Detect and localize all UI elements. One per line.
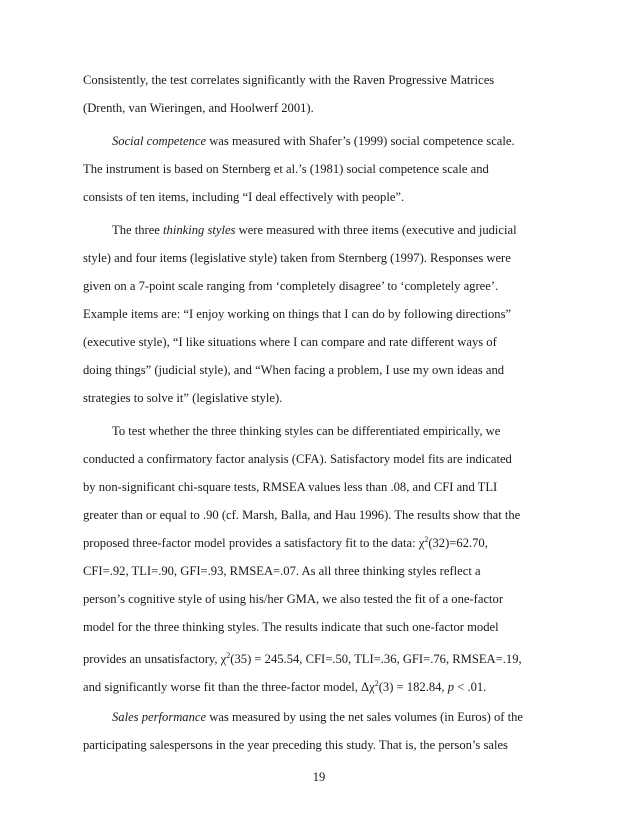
- italic-term: Sales performance: [112, 710, 207, 724]
- text-line: person’s cognitive style of using his/her GMA, we also tested the fit of a one-factor: [83, 592, 504, 606]
- text-line: participating salespersons in the year preceding this study. That is, the person’s sales: [83, 738, 508, 752]
- text-line: given on a 7-point scale ranging from ‘completely disagree’ to ‘completely agree’.: [83, 279, 499, 293]
- text-line: Social competence was measured with Shafer’s (1999) social competence scale.: [112, 134, 515, 148]
- text-line: strategies to solve it” (legislative style).: [83, 391, 283, 405]
- text-line: Example items are: “I enjoy working on things that I can do by following directions”: [83, 307, 512, 321]
- text-line: by non-significant chi-square tests, RMSEA values less than .08, and CFI and TLI: [83, 480, 498, 494]
- page-number: 19: [312, 770, 326, 784]
- text-line: CFI=.92, TLI=.90, GFI=.93, RMSEA=.07. As all three thinking styles reflect a: [83, 564, 481, 578]
- superscript: 2: [374, 679, 379, 688]
- text-line: greater than or equal to .90 (cf. Marsh, Balla, and Hau 1996). The results show that the: [83, 508, 521, 522]
- italic-term: Social competence: [112, 134, 207, 148]
- text-line: The three thinking styles were measured with three items (executive and judicial: [112, 223, 517, 237]
- superscript: 2: [226, 651, 231, 660]
- superscript: 2: [424, 535, 429, 544]
- text-line: doing things” (judicial style), and “When facing a problem, I use my own ideas and: [83, 363, 505, 377]
- text-line: Sales performance was measured by using the net sales volumes (in Euros) of the: [112, 710, 523, 724]
- italic-term: p: [447, 680, 455, 694]
- text-line: style) and four items (legislative style) taken from Sternberg (1997). Responses were: [83, 251, 511, 265]
- text-line: proposed three-factor model provides a satisfactory fit to the data: $\chi^2(32)=62.70$,: [83, 535, 488, 550]
- italic-term: thinking styles: [163, 223, 236, 237]
- text-line: To test whether the three thinking styles can be differentiated empirically, we: [112, 424, 501, 438]
- text-line: conducted a confirmatory factor analysis (CFA). Satisfactory model fits are indicated: [83, 452, 512, 466]
- text-line: model for the three thinking styles. The results indicate that such one-factor model: [83, 620, 499, 634]
- text-line: The instrument is based on Sternberg et al.’s (1981) social competence scale and: [83, 162, 489, 176]
- text-line: provides an unsatisfactory, $\chi^2(35) = 245.54$, CFI=.50, TLI=.36, GFI=.76, RMSEA=.19,: [83, 651, 522, 666]
- text-line: (executive style), “I like situations where I can compare and rate different ways of: [83, 335, 497, 349]
- text-line: (Drenth, van Wieringen, and Hoolwerf 2001).: [83, 101, 314, 115]
- text-line: Consistently, the test correlates significantly with the Raven Progressive Matrices: [83, 73, 495, 87]
- text-line: and significantly worse fit than the three-factor model, $\Delta\chi^2(3) = 182.84$, p < .01.: [83, 679, 487, 694]
- text-line: consists of ten items, including “I deal effectively with people”.: [83, 190, 405, 204]
